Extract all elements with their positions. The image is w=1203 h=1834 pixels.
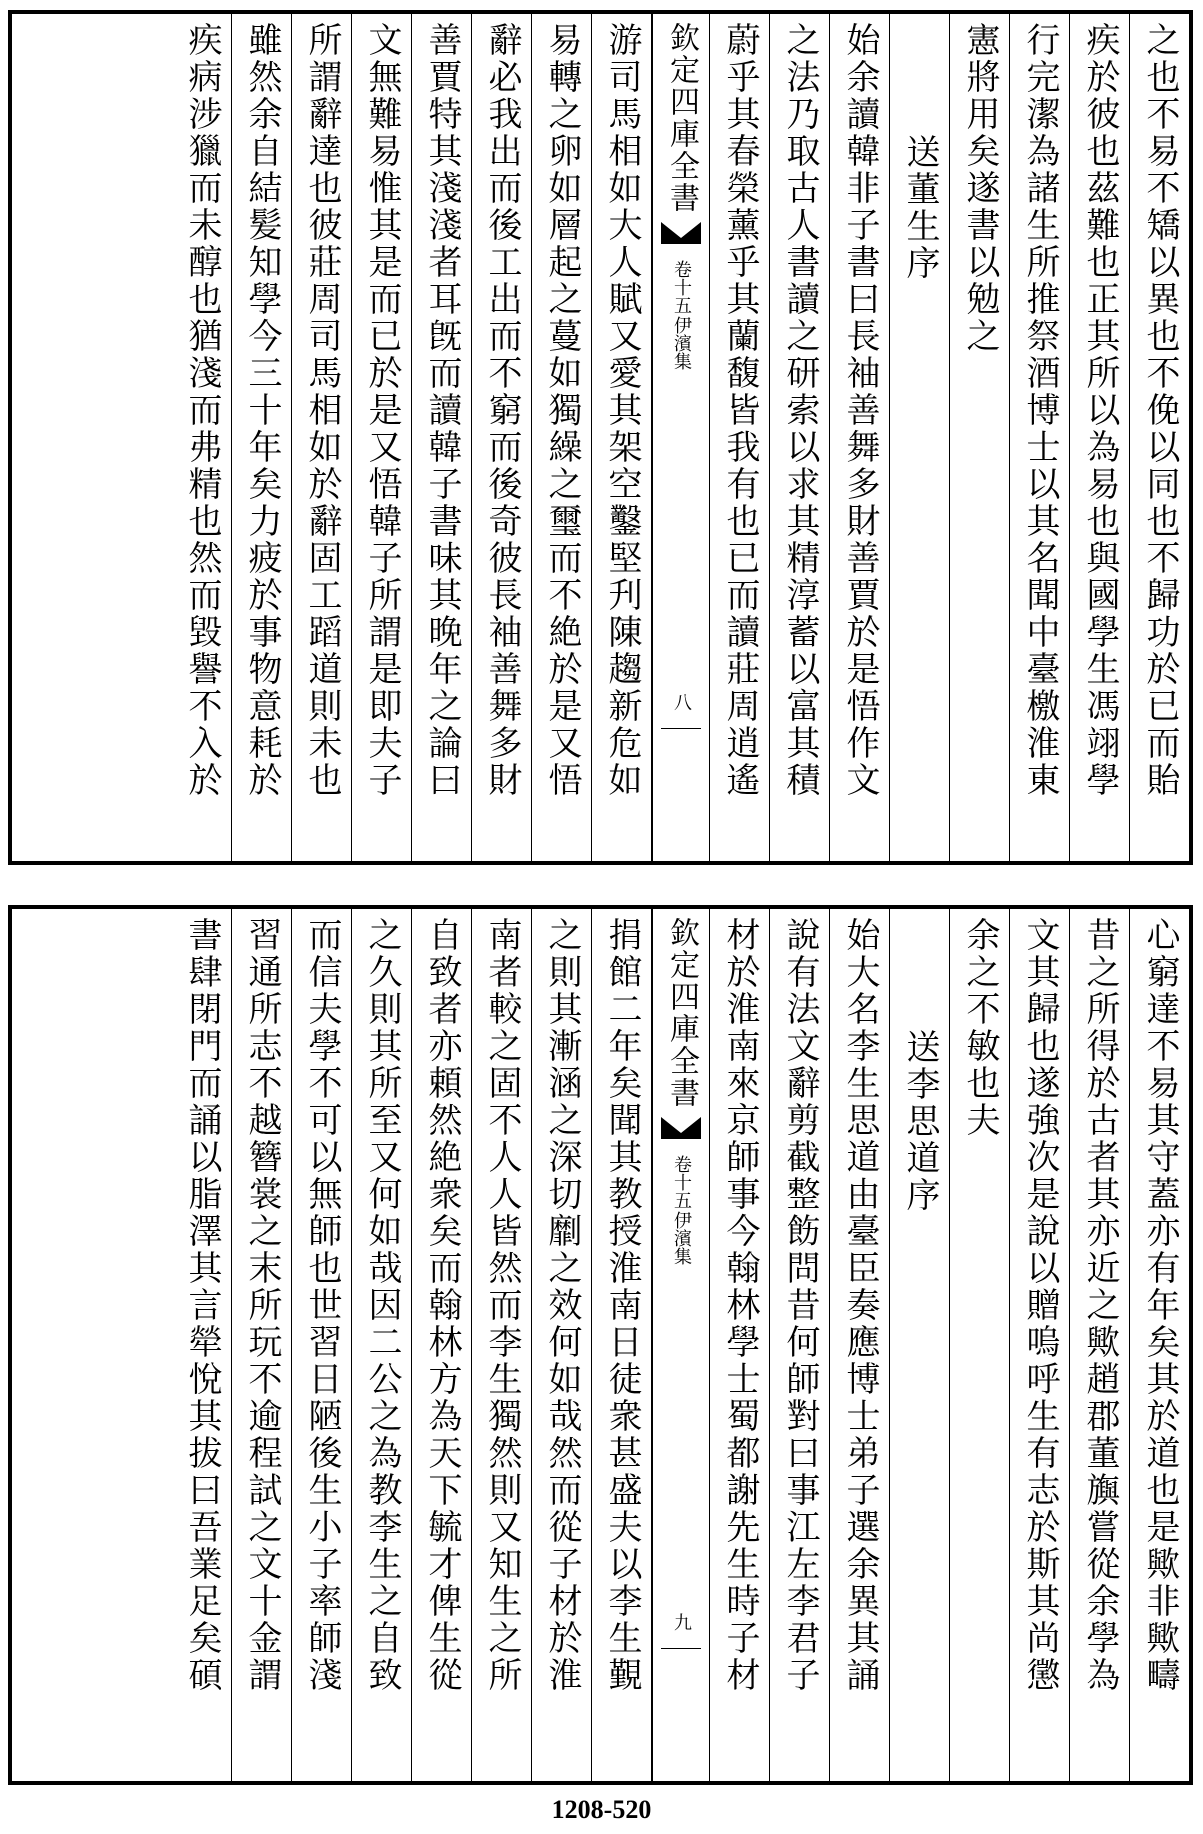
- text-column: 心窮達不易其守蓋亦有年矣其於道也是歟非歟疇: [1129, 909, 1189, 1781]
- fishtail-mark-icon: [659, 1115, 703, 1141]
- text-column: 之久則其所至又何如哉因二公之為教李生之自致: [351, 909, 411, 1781]
- text-column: 習通所志不越簪裳之末所玩不逾程試之文十金謂: [231, 909, 291, 1781]
- text-column: 余之不敏也夫: [949, 909, 1009, 1781]
- text-column: 疾病涉獵而未醇也猶淺而弗精也然而毀譽不入於: [182, 22, 222, 799]
- text-column: 而信夫學不可以無師也世習日陋後生小子率師淺: [291, 909, 351, 1781]
- volume-main: 伊濱集: [671, 316, 692, 370]
- volume-sub: 卷十五: [671, 1155, 692, 1209]
- text-column: 昔之所得於古者其亦近之歟趙郡董旟嘗從余學為: [1069, 909, 1129, 1781]
- text-column: 書肆閉門而誦以脂澤其言犖悅其拔曰吾業足矣碩: [182, 917, 222, 1694]
- text-column: 易轉之卵如層起之蔓如獨繰之璽而不絶於是又悟: [531, 14, 591, 861]
- page-spine: [651, 909, 709, 1781]
- text-column: 自致者亦頼然絶衆矣而翰林方為天下毓才俾生從: [411, 909, 471, 1781]
- book-title: 欽定四庫全書: [664, 917, 699, 1109]
- text-column: 南者較之固不人人皆然而李生獨然則又知生之所: [471, 909, 531, 1781]
- essay-title: 送李思道序: [889, 909, 949, 1781]
- text-column: 材於淮南來京師事今翰林學士蜀都謝先生時子材: [709, 909, 769, 1781]
- page-number: 九: [671, 1613, 692, 1631]
- page-top: [8, 10, 1193, 865]
- text-column: 游司馬相如大人賦又愛其架空鑿堅刋陳趨新危如: [591, 14, 651, 861]
- book-title: 欽定四庫全書: [664, 22, 699, 214]
- page-spine: [651, 14, 709, 861]
- text-column: 疾於彼也茲難也正其所以為易也與國學生馮翊學: [1069, 14, 1129, 861]
- text-column: 辭必我出而後工出而不窮而後奇彼長袖善舞多財: [471, 14, 531, 861]
- text-column: 之也不易不矯以異也不俛以同也不歸功於已而貽: [1129, 14, 1189, 861]
- text-column: 說有法文辭剪截整飭問昔何師對曰事江左李君子: [769, 909, 829, 1781]
- spine-rule: [661, 1648, 701, 1649]
- text-column: 始余讀韓非子書曰長袖善舞多財善賈於是悟作文: [829, 14, 889, 861]
- text-column: 之法乃取古人書讀之研索以求其精淳蓄以富其積: [769, 14, 829, 861]
- page-bottom: [8, 905, 1193, 1785]
- page-number: 八: [671, 693, 692, 711]
- volume-label: [670, 1155, 692, 1265]
- text-column: 文其歸也遂強次是說以贈嗚呼生有志於斯其尚懲: [1009, 909, 1069, 1781]
- text-column: 文無難易惟其是而已於是又悟韓子所謂是即夫子: [351, 14, 411, 861]
- text-column: 行完潔為諸生所推祭酒博士以其名聞中臺檄淮東: [1009, 14, 1069, 861]
- text-column: 雖然余自結髪知學今三十年矣力疲於事物意耗於: [231, 14, 291, 861]
- essay-title: 送董生序: [889, 14, 949, 861]
- text-column: 之則其漸涵之深切劘之效何如哉然而從子材於淮: [531, 909, 591, 1781]
- text-column: 捐館二年矣聞其教授淮南日徒衆甚盛夫以李生覲: [591, 909, 651, 1781]
- text-column: 善賈特其淺淺者耳旣而讀韓子書味其晚年之論曰: [411, 14, 471, 861]
- volume-main: 伊濱集: [671, 1211, 692, 1265]
- text-column: 所謂辭達也彼莊周司馬相如於辭固工蹈道則未也: [291, 14, 351, 861]
- text-column: 憲將用矣遂書以勉之: [949, 14, 1009, 861]
- volume-sub: 卷十五: [671, 260, 692, 314]
- fishtail-mark-icon: [659, 220, 703, 246]
- text-column: 始大名李生思道由臺臣奏應博士弟子選余異其誦: [829, 909, 889, 1781]
- text-column: 蔚乎其春榮薰乎其蘭馥皆我有也已而讀莊周逍遙: [709, 14, 769, 861]
- spine-rule: [661, 728, 701, 729]
- page-code: 1208-520: [551, 1795, 652, 1824]
- volume-label: [670, 260, 692, 370]
